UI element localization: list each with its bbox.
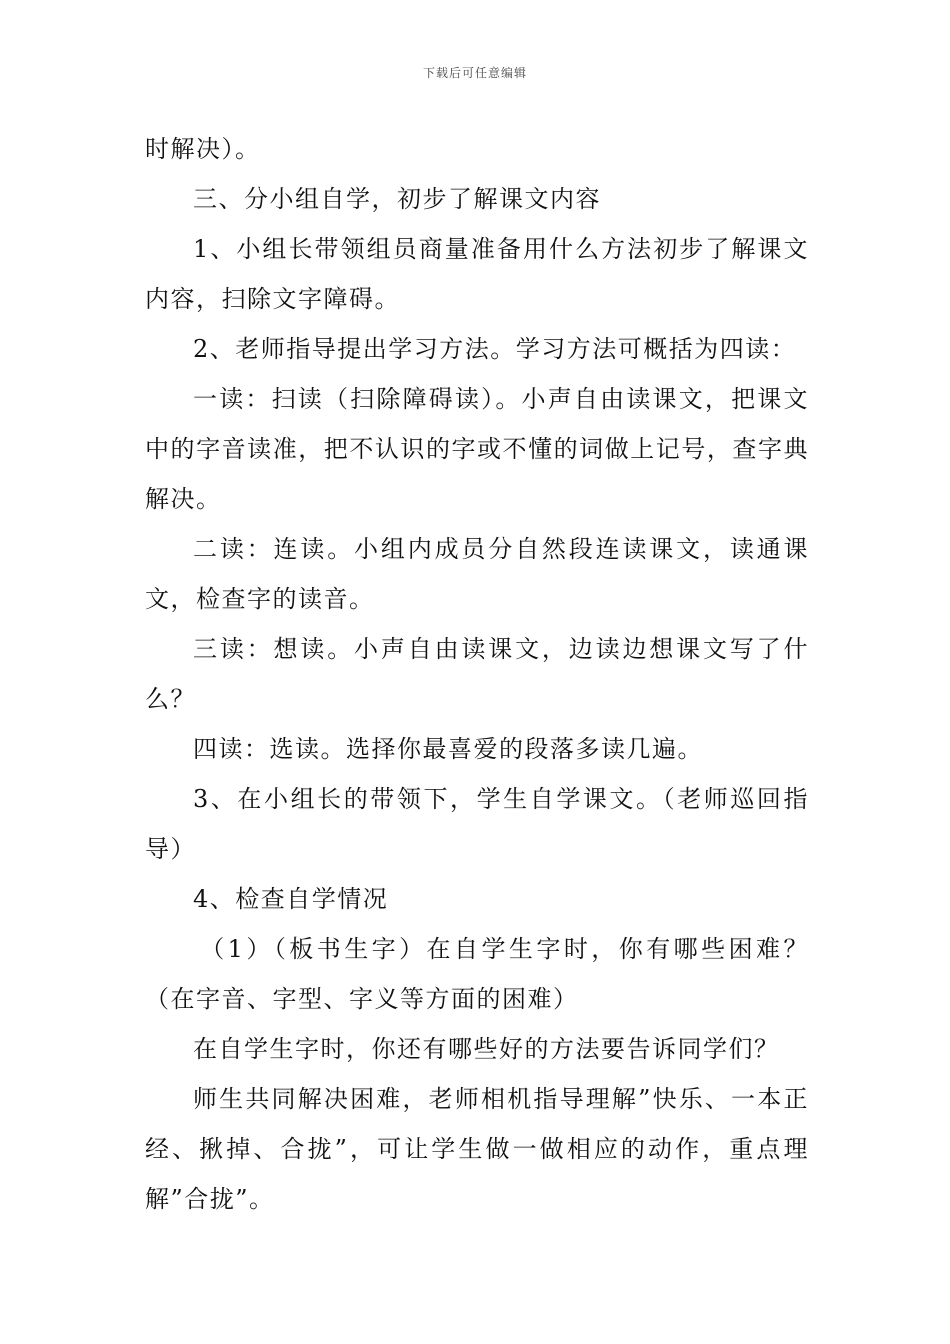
paragraph-question: 在自学生字时，你还有哪些好的方法要告诉同学们？ [193,1035,780,1063]
document-body [145,124,809,1224]
paragraph-read-2: 二读：连读。小组内成员分自然段连读课文，读通课文，检查字的读音。 [145,535,809,613]
paragraph-step-3: 3、在小组长的带领下，学生自学课文。（老师巡回指导） [145,785,809,863]
paragraph-read-1: 一读：扫读（扫除障碍读）。小声自由读课文，把课文中的字音读准，把不认识的字或不懂的词做上记号，查字典解决。 [145,385,809,513]
paragraph-step-4: 4、检查自学情况 [193,885,389,913]
paragraph-step-2: 2、老师指导提出学习方法。学习方法可概括为四读： [193,335,797,363]
paragraph-substep-1: （1）（板书生字）在自学生字时，你有哪些困难？（在字音、字型、字义等方面的困难） [145,935,809,1013]
paragraph-step-1: 1、小组长带领组员商量准备用什么方法初步了解课文内容，扫除文字障碍。 [145,235,809,313]
section-heading: 三、分小组自学，初步了解课文内容 [193,185,601,213]
paragraph-continuation: 时解决）。 [145,135,261,163]
paragraph-read-4: 四读：选读。选择你最喜爱的段落多读几遍。 [193,735,703,763]
paragraph-guidance: 师生共同解决困难，老师相机指导理解”快乐、一本正经、揪掉、合拢”，可让学生做一做相应的动作，重点理解”合拢”。 [145,1085,809,1213]
paragraph-read-3: 三读：想读。小声自由读课文，边读边想课文写了什么？ [145,635,809,713]
page-header: 下载后可任意编辑 [422,66,527,80]
